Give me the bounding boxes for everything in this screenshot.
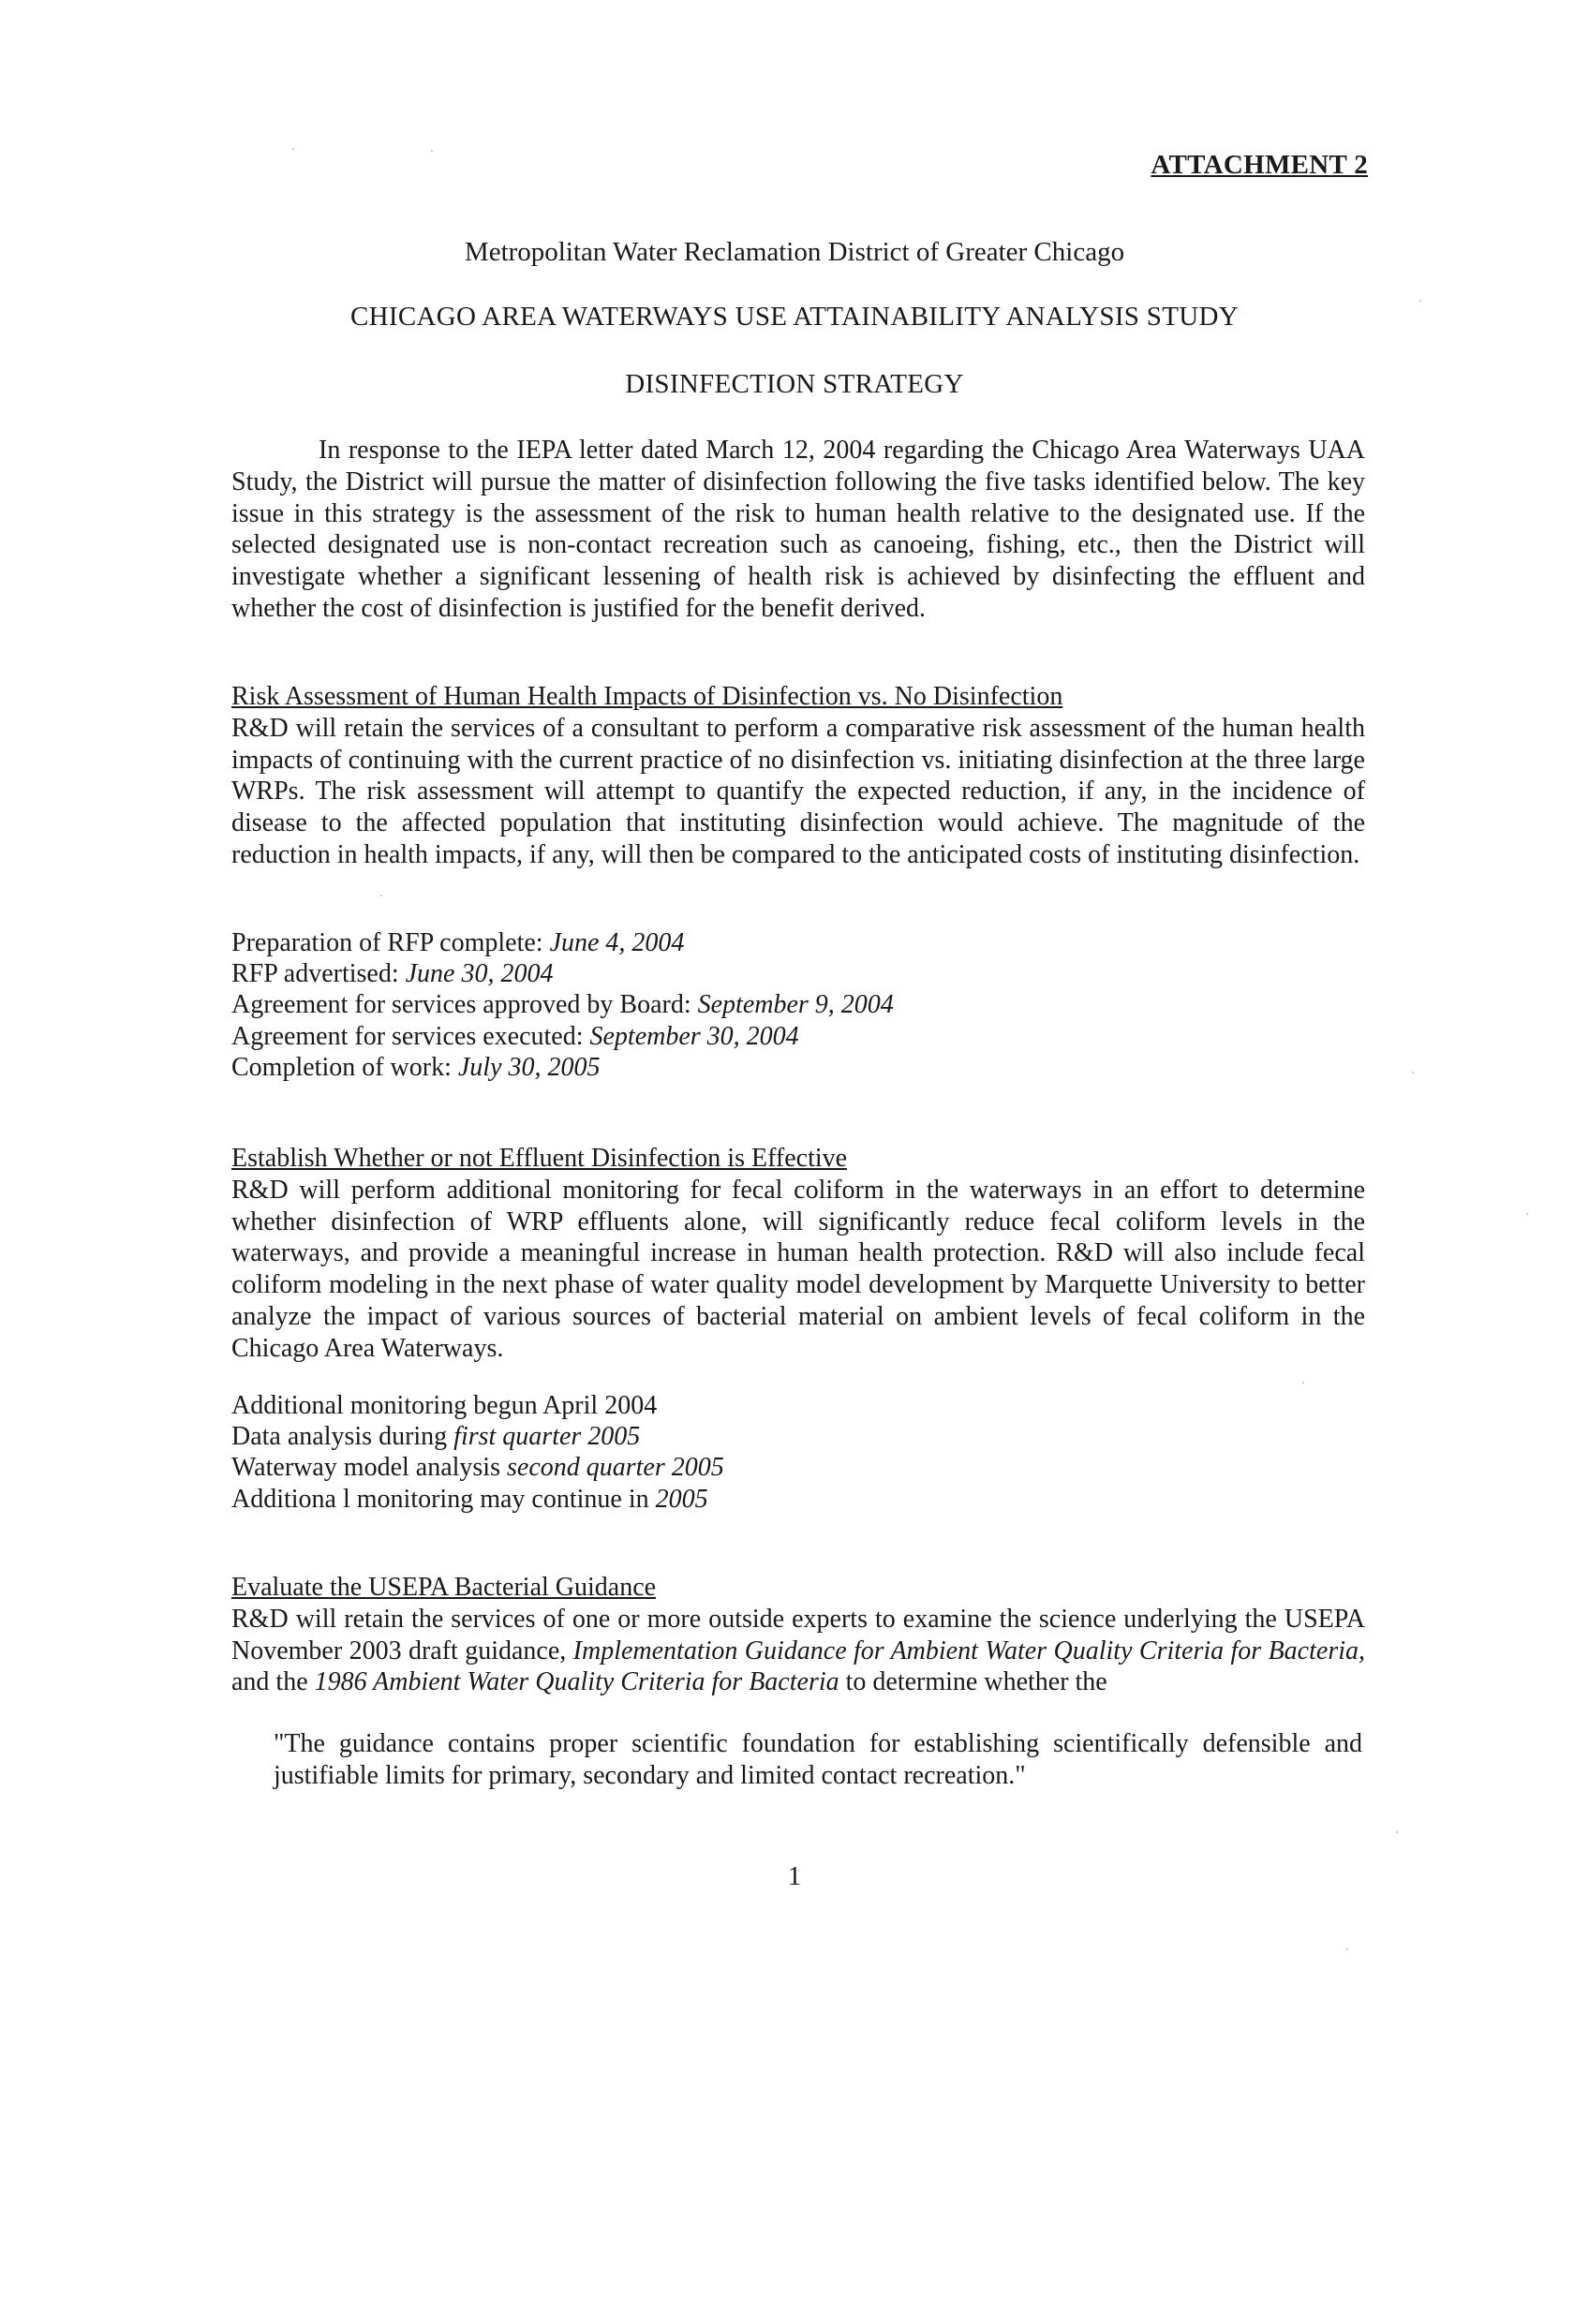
scan-speck bbox=[431, 150, 433, 152]
scan-speck bbox=[1302, 1382, 1304, 1384]
schedule-label: Waterway model analysis bbox=[231, 1453, 507, 1483]
section-body-part: and the bbox=[231, 1667, 315, 1697]
scan-speck bbox=[1412, 1072, 1414, 1073]
scan-speck bbox=[1396, 1831, 1398, 1833]
schedule-date: June 30, 2004 bbox=[405, 959, 554, 989]
schedule-label: Data analysis during bbox=[231, 1422, 454, 1452]
schedule-item bbox=[231, 1052, 1365, 1083]
page-number: 1 bbox=[787, 1861, 802, 1891]
schedule-label: Preparation of RFP complete: bbox=[231, 928, 550, 957]
quoted-criterion: "The guidance contains proper scientific foundation for establishing scientifically defensible and justifiable limits for primary, secondary and limited contact recreation." bbox=[274, 1729, 1362, 1790]
strategy-title: DISINFECTION STRATEGY bbox=[625, 369, 964, 399]
schedule-item bbox=[231, 1452, 1365, 1483]
study-title: CHICAGO AREA WATERWAYS USE ATTAINABILITY ANALYSIS STUDY bbox=[350, 302, 1239, 332]
schedule-date: 2005 bbox=[655, 1484, 708, 1514]
schedule-label: Completion of work: bbox=[231, 1052, 458, 1082]
schedule-label: Agreement for services executed: bbox=[231, 1021, 590, 1051]
schedule-label: Agreement for services approved by Board: bbox=[231, 990, 698, 1020]
schedule-item bbox=[231, 958, 1365, 989]
section-usepa-guidance bbox=[231, 1572, 1365, 1698]
schedule-item bbox=[231, 1390, 1365, 1421]
scan-speck bbox=[1346, 1948, 1348, 1950]
section-body-part: to determine whether the bbox=[839, 1667, 1107, 1697]
document-title: 1986 Ambient Water Quality Criteria for Bacteria bbox=[314, 1667, 839, 1697]
attachment-label: ATTACHMENT 2 bbox=[1151, 150, 1368, 180]
scan-speck bbox=[380, 895, 382, 896]
schedule-label: RFP advertised: bbox=[231, 959, 406, 989]
schedule-date: September 30, 2004 bbox=[589, 1021, 799, 1051]
schedule-item bbox=[231, 1021, 1365, 1052]
schedule-date: second quarter 2005 bbox=[507, 1453, 724, 1483]
intro-paragraph: In response to the IEPA letter dated March 12, 2004 regarding the Chicago Area Waterways UAA Study, the District will pursue the matter of disinfection following the five tasks identified below. The key issue in this strategy is the assessment of the risk to human health relative to the designated use. If the selected designated use is non-contact recreation such as canoeing, fishing, etc., then the District will investigate whether a significant lessening of health risk is achieved by disinfecting the effluent and whether the cost of disinfection is justified for the benefit derived. bbox=[231, 436, 1365, 623]
section-body: R&D will perform additional monitoring for fecal coliform in the waterways in an effort to determine whether disinfection of WRP effluents alone, will significantly reduce fecal coliform levels in the waterways, and provide a meaningful increase in human health protection. R&D will also include fecal coliform modeling in the next phase of water quality model development by Marquette University to better analyze the impact of various sources of bacterial material on ambient levels of fecal coliform in the Chicago Area Waterways. bbox=[231, 1175, 1365, 1363]
document-title: Implementation Guidance for Ambient Water Quality Criteria for Bacteria, bbox=[572, 1636, 1365, 1665]
section-heading: Establish Whether or not Effluent Disinfection is Effective bbox=[231, 1144, 848, 1173]
schedule-date: September 9, 2004 bbox=[697, 990, 894, 1020]
section-heading: Evaluate the USEPA Bacterial Guidance bbox=[231, 1573, 657, 1602]
section-body-part: R&D will retain the services of one or more outside experts to examine the science underlying the USEPA November 2003 draft guidance, bbox=[231, 1604, 1365, 1665]
schedule-date: July 30, 2005 bbox=[457, 1052, 601, 1082]
scan-speck bbox=[1526, 1213, 1528, 1215]
schedule-list bbox=[231, 1390, 1365, 1515]
schedule-list bbox=[231, 927, 1365, 1083]
section-heading: Risk Assessment of Human Health Impacts of Disinfection vs. No Disinfection bbox=[231, 682, 1063, 711]
organization-name: Metropolitan Water Reclamation District of Greater Chicago bbox=[464, 237, 1125, 267]
schedule-date: June 4, 2004 bbox=[549, 928, 685, 957]
schedule-item bbox=[231, 989, 1365, 1020]
schedule-item bbox=[231, 1421, 1365, 1452]
schedule-item bbox=[231, 1484, 1365, 1515]
scan-speck bbox=[1419, 300, 1421, 302]
schedule-label: Additional monitoring begun April 2004 bbox=[231, 1391, 658, 1420]
schedule-date: first quarter 2005 bbox=[453, 1422, 641, 1452]
section-body: R&D will retain the services of a consultant to perform a comparative risk assessment of the human health impacts of continuing with the current practice of no disinfection vs. initiating disinfection at the three large WRPs. The risk assessment will attempt to quantify the expected reduction, if any, in the incidence of disease to the affected population that instituting disinfection would achieve. The magnitude of the reduction in health impacts, if any, will then be compared to the anticipated costs of instituting disinfection. bbox=[231, 713, 1365, 869]
scan-speck bbox=[292, 148, 294, 150]
schedule-label: Additiona l monitoring may continue in bbox=[231, 1484, 656, 1514]
schedule-item bbox=[231, 927, 1365, 958]
section-effluent-disinfection bbox=[231, 1143, 1365, 1365]
section-risk-assessment bbox=[231, 681, 1365, 871]
